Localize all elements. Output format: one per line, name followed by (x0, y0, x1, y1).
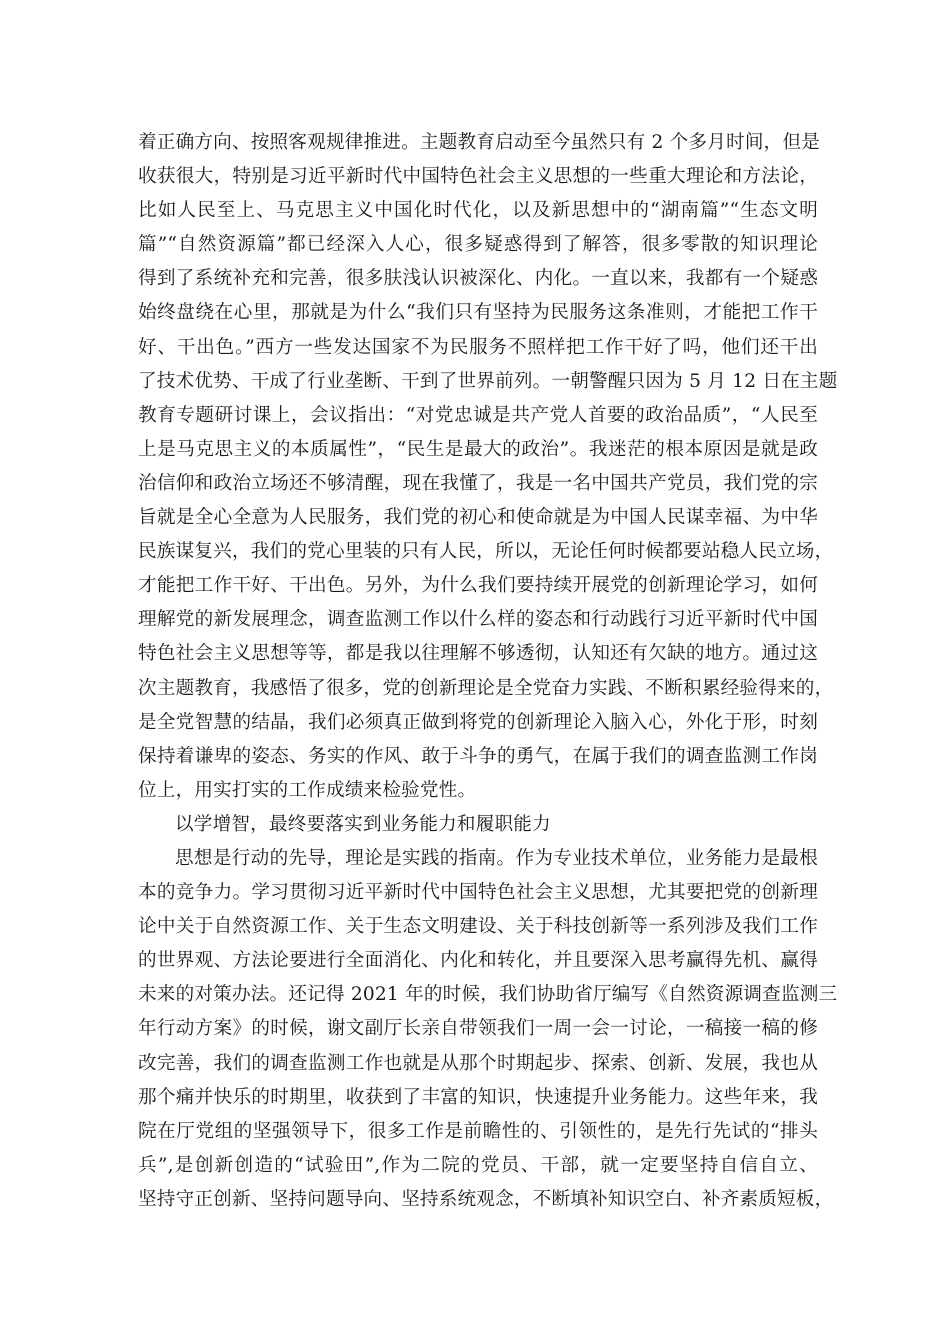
document-body (138, 126, 838, 1217)
paragraph-line: 论中关于自然资源工作、关于生态文明建设、关于科技创新等一系列涉及我们工作 (138, 916, 818, 938)
paragraph-line: 那个痛并快乐的时期里，收获到了丰富的知识，快速提升业务能力。这些年来，我 (138, 1086, 818, 1108)
paragraph-line: 未来的对策办法。还记得 2021 年的时候，我们协助省厅编写《自然资源调查监测三 (138, 984, 838, 1006)
paragraph-line: 理解党的新发展理念，调查监测工作以什么样的姿态和行动践行习近平新时代中国 (138, 609, 818, 631)
paragraph-line: 民族谋复兴，我们的党心里装的只有人民，所以，无论任何时候都要站稳人民立场， (138, 541, 834, 563)
paragraph-line: 保持着谦卑的姿态、务实的作风、敢于斗争的勇气，在属于我们的调查监测工作岗 (138, 745, 818, 767)
paragraph-line: 篇”“自然资源篇”都已经深入人心，很多疑惑得到了解答，很多零散的知识理论 (138, 234, 818, 256)
paragraph-line: 年行动方案》的时候，谢文副厅长亲自带领我们一周一会一讨论，一稿接一稿的修 (138, 1018, 818, 1040)
paragraph-line: 坚持守正创新、坚持问题导向、坚持系统观念，不断填补知识空白、补齐素质短板， (138, 1188, 834, 1210)
paragraph-line: 教育专题研讨课上，会议指出：“对党忠诚是共产党人首要的政治品质”，“人民至 (138, 404, 818, 426)
paragraph-line: 得到了系统补充和完善，很多肤浅认识被深化、内化。一直以来，我都有一个疑惑 (138, 268, 818, 290)
paragraph-line: 治信仰和政治立场还不够清醒，现在我懂了，我是一名中国共产党员，我们党的宗 (138, 472, 818, 494)
paragraph-line: 改完善，我们的调查监测工作也就是从那个时期起步、探索、创新、发展，我也从 (138, 1052, 818, 1074)
section-heading: 以学增智，最终要落实到业务能力和履职能力 (175, 813, 551, 835)
paragraph-line: 才能把工作干好、干出色。另外，为什么我们要持续开展党的创新理论学习，如何 (138, 575, 818, 597)
paragraph-line: 本的竞争力。学习贯彻习近平新时代中国特色社会主义思想，尤其要把党的创新理 (138, 882, 818, 904)
paragraph-line: 上是马克思主义的本质属性”，“民生是最大的政治”。我迷茫的根本原因是就是政 (138, 438, 818, 460)
paragraph-line: 始终盘绕在心里，那就是为什么“我们只有坚持为民服务这条准则，才能把工作干 (138, 302, 818, 324)
paragraph-line: 好、干出色。”西方一些发达国家不为民服务不照样把工作干好了吗，他们还干出 (138, 336, 818, 358)
paragraph-line: 着正确方向、按照客观规律推进。主题教育启动至今虽然只有 2 个多月时间，但是 (138, 132, 821, 153)
paragraph-line: 特色社会主义思想等等，都是我以往理解不够透彻，认知还有欠缺的地方。通过这 (138, 643, 818, 665)
paragraph-line: 院在厅党组的坚强领导下，很多工作是前瞻性的、引领性的，是先行先试的“排头 (138, 1120, 818, 1142)
paragraph-line: 了技术优势、干成了行业垄断、干到了世界前列。一朝警醒只因为 5 月 12 日在主题 (138, 370, 838, 392)
paragraph-line: 次主题教育，我感悟了很多，党的创新理论是全党奋力实践、不断积累经验得来的， (138, 677, 834, 699)
paragraph-line: 思想是行动的先导，理论是实践的指南。作为专业技术单位，业务能力是最根 (175, 847, 818, 869)
paragraph-line: 是全党智慧的结晶，我们必须真正做到将党的创新理论入脑入心，外化于形，时刻 (138, 711, 818, 733)
paragraph-line: 的世界观、方法论要进行全面消化、内化和转化，并且要深入思考赢得先机、赢得 (138, 950, 818, 972)
paragraph-line: 兵”,是创新创造的“试验田”,作为二院的党员、干部，就一定要坚持自信自立、 (138, 1154, 818, 1176)
paragraph-line: 位上，用实打实的工作成绩来检验党性。 (138, 779, 477, 801)
paragraph-line: 比如人民至上、马克思主义中国化时代化，以及新思想中的“湖南篇”“生态文明 (138, 200, 818, 222)
paragraph-line: 旨就是全心全意为人民服务，我们党的初心和使命就是为中国人民谋幸福、为中华 (138, 507, 818, 529)
paragraph-line: 收获很大，特别是习近平新时代中国特色社会主义思想的一些重大理论和方法论， (138, 166, 818, 188)
